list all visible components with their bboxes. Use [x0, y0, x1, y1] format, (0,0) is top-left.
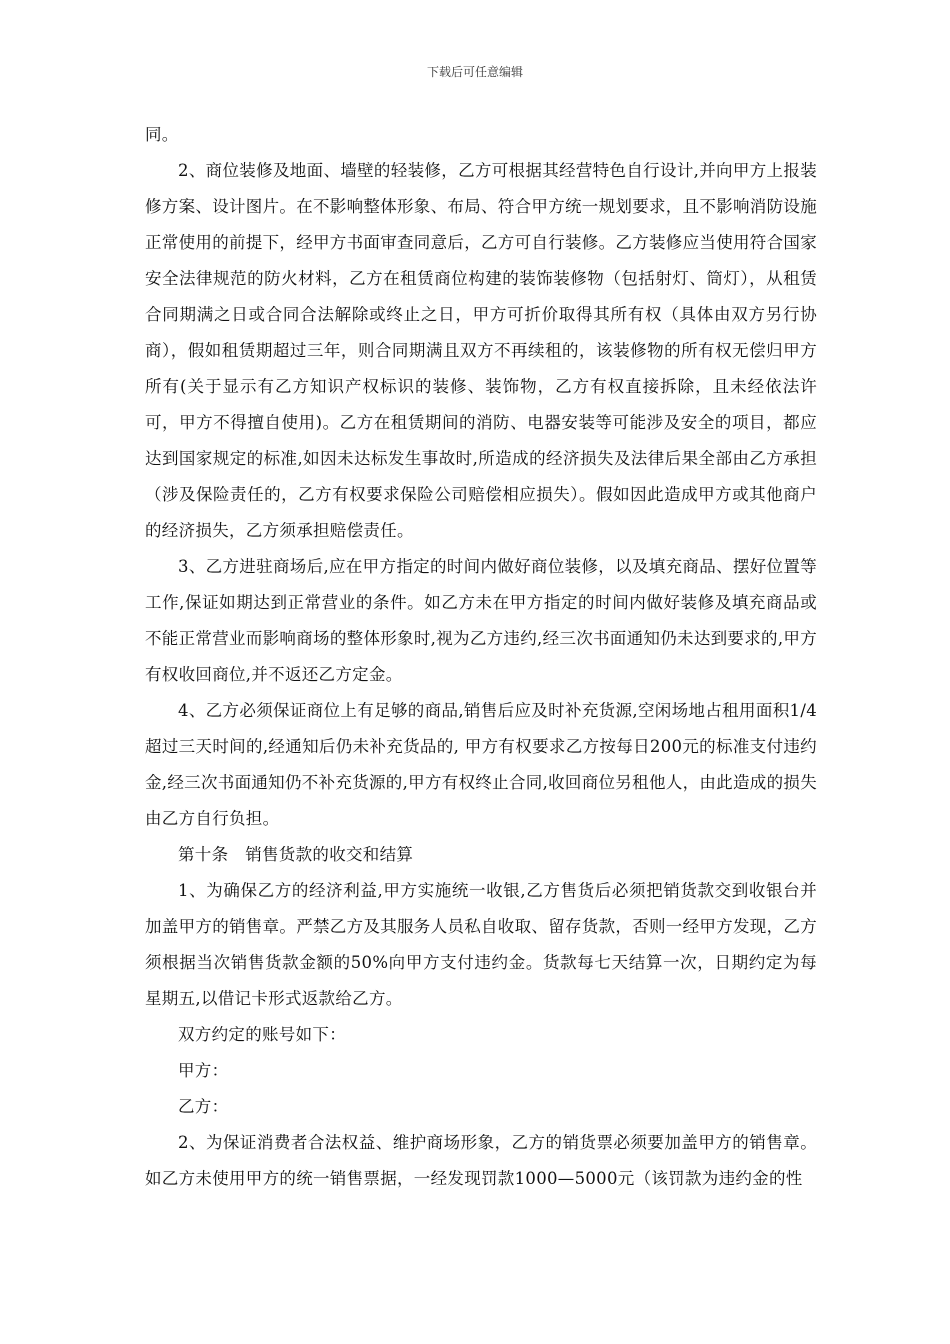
paragraph-article-10-clause-1: 1、为确保乙方的经济利益,甲方实施统一收银,乙方售货后必须把销货款交到收银台并加盖甲方的销售章。严禁乙方及其服务人员私自收取、留存货款，否则一经甲方发现，乙方须根据当次销售货款金额的50%向甲方支付违约金。货款每七天结算一次，日期约定为每星期五,以借记卡形式返款给乙方。 — [145, 881, 817, 1008]
page-header: 下载后可任意编辑 — [426, 65, 523, 79]
paragraph-clause-3-move-in: 3、乙方进驻商场后,应在甲方指定的时间内做好商位装修，以及填充商品、摆好位置等工作,保证如期达到正常营业的条件。如乙方未在甲方指定的时间内做好装修及填充商品或不能正常营业而影响商场的整体形象时,视为乙方违约,经三次书面通知仍未达到要求的,甲方有权收回商位,并不返还乙方定金。 — [145, 557, 817, 684]
paragraph-account-intro: 双方约定的账号如下： — [178, 1025, 346, 1044]
document-body — [145, 117, 817, 1197]
paragraph-party-a-account: 甲方： — [178, 1061, 229, 1080]
section-heading-article-10: 第十条 销售货款的收交和结算 — [178, 845, 414, 864]
paragraph-continuation: 同。 — [145, 125, 179, 144]
paragraph-clause-2-renovation: 2、商位装修及地面、墙壁的轻装修，乙方可根据其经营特色自行设计,并向甲方上报装修方案、设计图片。在不影响整体形象、布局、符合甲方统一规划要求，且不影响消防设施正常使用的前提下，经甲方书面审查同意后，乙方可自行装修。乙方装修应当使用符合国家安全法律规范的防火材料，乙方在租赁商位构建的装饰装修物（包括射灯、筒灯），从租赁合同期满之日或合同合法解除或终止之日，甲方可折价取得其所有权（具体由双方另行协商），假如租赁期超过三年，则合同期满且双方不再续租的，该装修物的所有权无偿归甲方所有(关于显示有乙方知识产权标识的装修、装饰物，乙方有权直接拆除，且未经依法许可，甲方不得擅自使用)。乙方在租赁期间的消防、电器安装等可能涉及安全的项目，都应达到国家规定的标准,如因未达标发生事故时,所造成的经济损失及法律后果全部由乙方承担（涉及保险责任的，乙方有权要求保险公司赔偿相应损失）。假如因此造成甲方或其他商户的经济损失，乙方须承担赔偿责任。 — [145, 161, 817, 540]
paragraph-party-b-account: 乙方： — [178, 1097, 229, 1116]
paragraph-clause-4-stock: 4、乙方必须保证商位上有足够的商品,销售后应及时补充货源,空闲场地占租用面积1/4超过三天时间的,经通知后仍未补充货品的, 甲方有权要求乙方按每日200元的标准支付违约金,经三次书面通知仍不补充货源的,甲方有权终止合同,收回商位另租他人，由此造成的损失由乙方自行负担。 — [145, 701, 817, 828]
paragraph-article-10-clause-2: 2、为保证消费者合法权益、维护商场形象，乙方的销货票必须要加盖甲方的销售章。如乙方未使用甲方的统一销售票据，一经发现罚款1000—5000元（该罚款为违约金的性 — [145, 1133, 817, 1188]
